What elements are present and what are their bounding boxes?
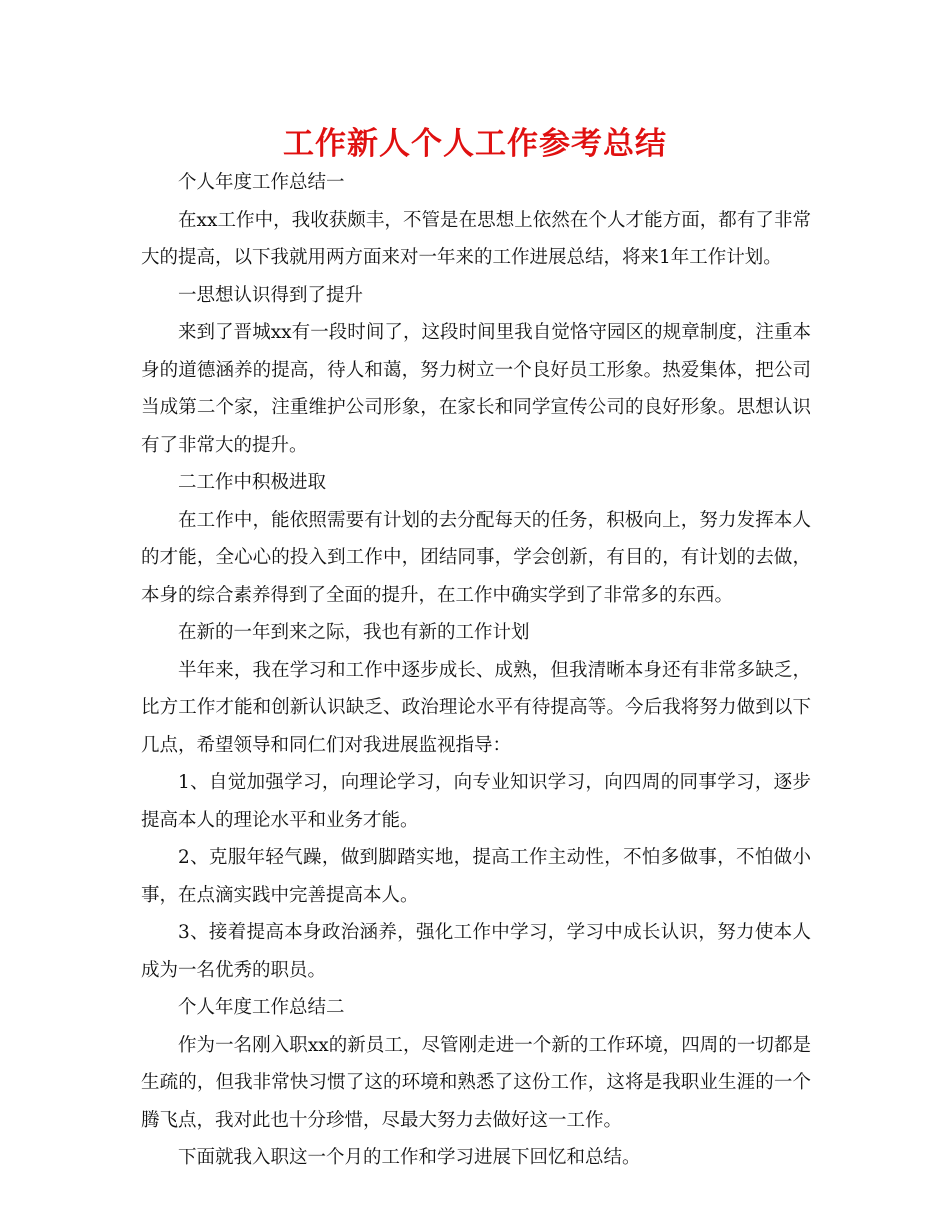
section-heading: 一思想认识得到了提升	[178, 284, 364, 306]
list-item: 3、接着提高本身政治涵养，强化工作中学习，学习中成长认识，努力使本人成为一名优秀的职员。	[141, 922, 811, 981]
paragraph: 在xx工作中，我收获颇丰，不管是在思想上依然在个人才能方面，都有了非常大的提高，以下我就用两方面来对一年来的工作进展总结，将来1年工作计划。	[141, 209, 811, 268]
list-item: 2、克服年轻气躁，做到脚踏实地，提高工作主动性，不怕多做事，不怕做小事，在点滴实践中完善提高本人。	[141, 847, 811, 906]
paragraph: 在工作中，能依照需要有计划的去分配每天的任务，积极向上，努力发挥本人的才能，全心心的投入到工作中，团结同事，学会创新，有目的，有计划的去做，本身的综合素养得到了全面的提升，在工作中确实学到了非常多的东西。	[141, 509, 811, 606]
paragraph: 作为一名刚入职xx的新员工，尽管刚走进一个新的工作环境，四周的一切都是生疏的，但我非常快习惯了这的环境和熟悉了这份工作，这将是我职业生涯的一个腾飞点，我对此也十分珍惜，尽最大努力去做好这一工作。	[141, 1034, 811, 1131]
section-heading: 个人年度工作总结一	[178, 172, 345, 193]
section-heading: 个人年度工作总结二	[178, 997, 345, 1018]
section-heading: 在新的一年到来之际，我也有新的工作计划	[178, 622, 530, 643]
document-body	[141, 164, 811, 1177]
document-title: 工作新人个人工作参考总结	[283, 126, 667, 162]
list-item: 1、自觉加强学习，向理论学习，向专业知识学习，向四周的同事学习，逐步提高本人的理论水平和业务才能。	[141, 772, 811, 831]
paragraph: 半年来，我在学习和工作中逐步成长、成熟，但我清晰本身还有非常多缺乏，比方工作才能和创新认识缺乏、政治理论水平有待提高等。今后我将努力做到以下几点，希望领导和同仁们对我进展监视指导：	[141, 659, 811, 756]
paragraph: 来到了晋城xx有一段时间了，这段时间里我自觉恪守园区的规章制度，注重本身的道德涵养的提高，待人和蔼，努力树立一个良好员工形象。热爱集体，把公司当成第二个家，注重维护公司形象，在家长和同学宣传公司的良好形象。思想认识有了非常大的提升。	[141, 322, 811, 456]
section-heading: 二工作中积极进取	[178, 472, 327, 493]
paragraph: 下面就我入职这一个月的工作和学习进展下回忆和总结。	[178, 1147, 641, 1168]
